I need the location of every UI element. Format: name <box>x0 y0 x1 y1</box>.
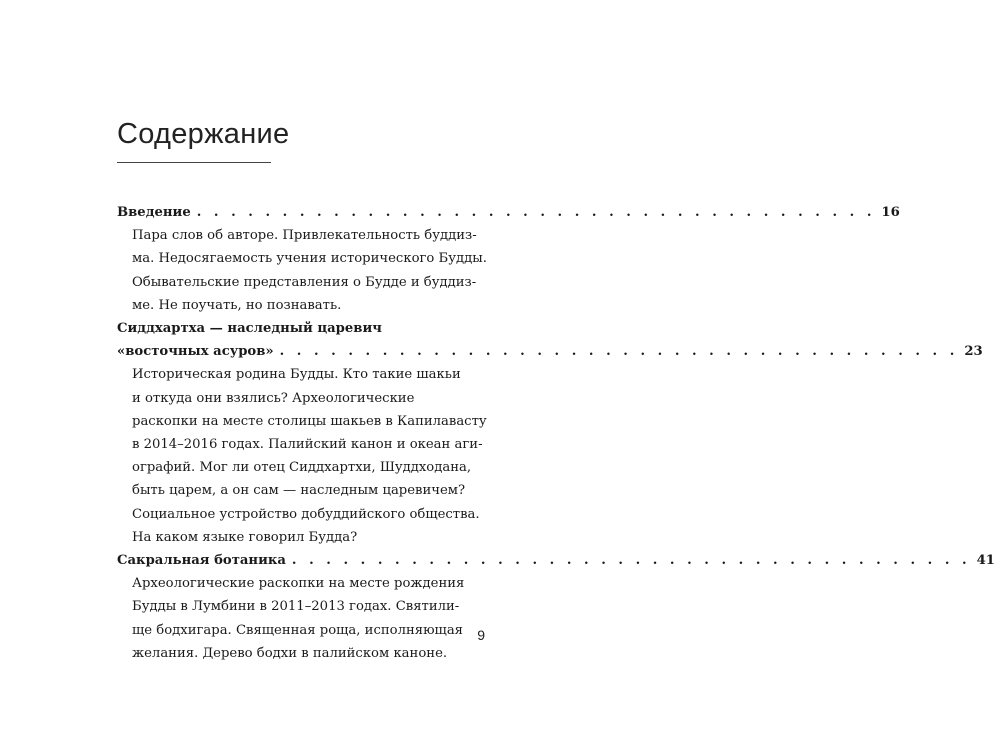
toc-entry-title: Введение <box>117 205 191 220</box>
dot-leader: . . . . . . . . . . . . . . . . . . . . . . . . . . . . . . . . . . . . . . . . <box>291 553 971 569</box>
toc-page-number: 16 <box>881 205 900 220</box>
toc-entry-heading <box>117 201 900 224</box>
toc-entry-heading <box>117 340 983 363</box>
description-line: На каком языке говорил Будда? <box>132 529 358 545</box>
toc-page-number: 41 <box>976 553 995 569</box>
table-of-contents <box>117 201 995 665</box>
toc-entry-title: Сакральная ботаника <box>117 553 286 569</box>
toc-entry-introduction <box>117 201 900 317</box>
dot-leader: . . . . . . . . . . . . . . . . . . . . . . . . . . . . . . . . . . . . . . . . <box>279 344 959 360</box>
description-line: в 2014–2016 годах. Палийский канон и океан аги- <box>132 437 483 453</box>
description-line: ма. Недосягаемость учения исторического Будды. <box>132 251 487 267</box>
description-line: Историческая родина Будды. Кто такие шакьи <box>132 367 461 383</box>
toc-entry-description <box>117 224 485 317</box>
description-line: Будды в Лумбини в 2011–2013 годах. Святили- <box>132 599 460 615</box>
description-line: быть царем, а он сам — наследным царевичем? <box>132 483 466 499</box>
dot-leader: . . . . . . . . . . . . . . . . . . . . . . . . . . . . . . . . . . . . . . . . <box>196 205 876 220</box>
toc-entry-title-continued: «восточных асуров» <box>117 344 274 360</box>
description-line: ме. Не поучать, но познавать. <box>132 297 342 313</box>
description-line: Пара слов об авторе. Привлекательность буддиз- <box>132 228 477 244</box>
description-line: Обывательские представления о Будде и буддиз- <box>132 274 477 290</box>
description-line: ще бодхигара. Священная роща, исполняющая <box>132 622 463 638</box>
description-line: раскопки на месте столицы шакьев в Капилавасту <box>132 413 487 429</box>
description-line: и откуда они взялись? Археологические <box>132 390 415 406</box>
toc-page-number: 23 <box>964 344 983 360</box>
toc-entry-siddhartha <box>117 317 983 549</box>
toc-entry-description <box>117 363 485 549</box>
toc-entry-description <box>117 572 485 665</box>
description-line: Социальное устройство добуддийского общества. <box>132 506 480 522</box>
page-number: 9 <box>477 627 485 643</box>
title-underline <box>117 162 271 163</box>
page-title: Содержание <box>117 118 290 150</box>
description-line: Археологические раскопки на месте рождения <box>132 576 465 592</box>
toc-entry-heading <box>117 549 995 572</box>
description-line: ографий. Мог ли отец Сиддхартхи, Шуддходана, <box>132 460 472 476</box>
toc-entry-sacred-botany <box>117 549 995 665</box>
description-line: желания. Дерево бодхи в палийском каноне. <box>132 645 448 661</box>
toc-entry-title: Сиддхартха — наследный царевич <box>117 321 382 337</box>
